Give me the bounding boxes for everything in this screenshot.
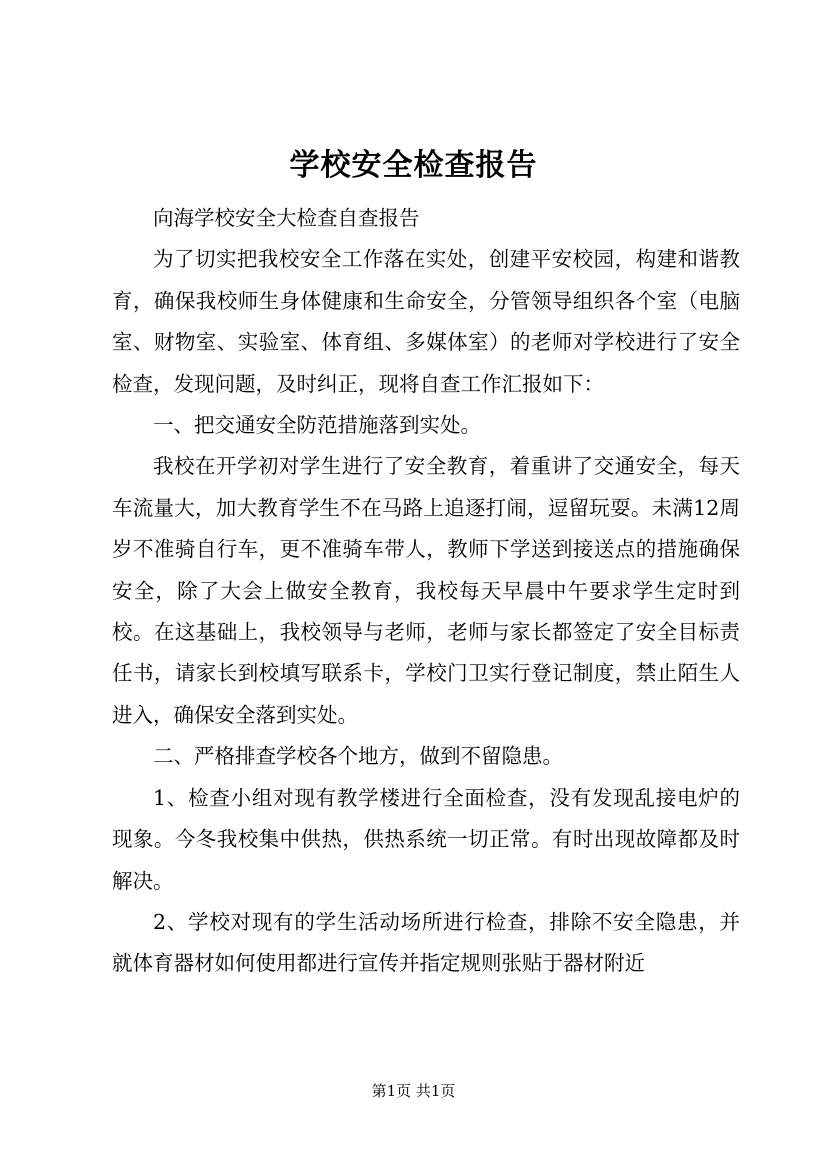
section-heading-traffic: 一、把交通安全防范措施落到实处。 bbox=[153, 413, 481, 438]
document-body bbox=[112, 198, 740, 985]
paragraph-traffic: 我校在开学初对学生进行了安全教育，着重讲了交通安全，每天车流量大，加大教育学生不在马路上追逐打闹，逗留玩耍。未满12周岁不准骑自行车，更不准骑车带人，教师下学送到接送点的措施确保安全，除了大会上做安全教育，我校每天早晨中午要求学生定时到校。在这基础上，我校领导与老师，老师与家长都签定了安全目标责任书，请家长到校填写联系卡，学校门卫实行登记制度，禁止陌生人进入，确保安全落到实处。 bbox=[112, 454, 740, 727]
paragraph-intro: 为了切实把我校安全工作落在实处，创建平安校园，构建和谐教育，确保我校师生身体健康和生命安全，分管领导组织各个室（电脑室、财物室、实验室、体育组、多媒体室）的老师对学校进行了安全检查，发现问题，及时纠正，现将自查工作汇报如下： bbox=[112, 247, 740, 396]
paragraph-item-2: 2、学校对现有的学生活动场所进行检查，排除不安全隐患，并就体育器材如何使用都进行宣传并指定规则张贴于器材附近 bbox=[112, 909, 740, 976]
page-number-footer: 第1页 共1页 bbox=[371, 1082, 456, 1100]
paragraph-subtitle: 向海学校安全大检查自查报告 bbox=[153, 206, 420, 230]
document-title: 学校安全检查报告 bbox=[289, 148, 538, 183]
paragraph-item-1: 1、检查小组对现有教学楼进行全面检查，没有发现乱接电炉的现象。今冬我校集中供热，供热系统一切正常。有时出现故障都及时解决。 bbox=[112, 785, 740, 893]
section-heading-inspection: 二、严格排查学校各个地方，做到不留隐患。 bbox=[153, 744, 563, 769]
